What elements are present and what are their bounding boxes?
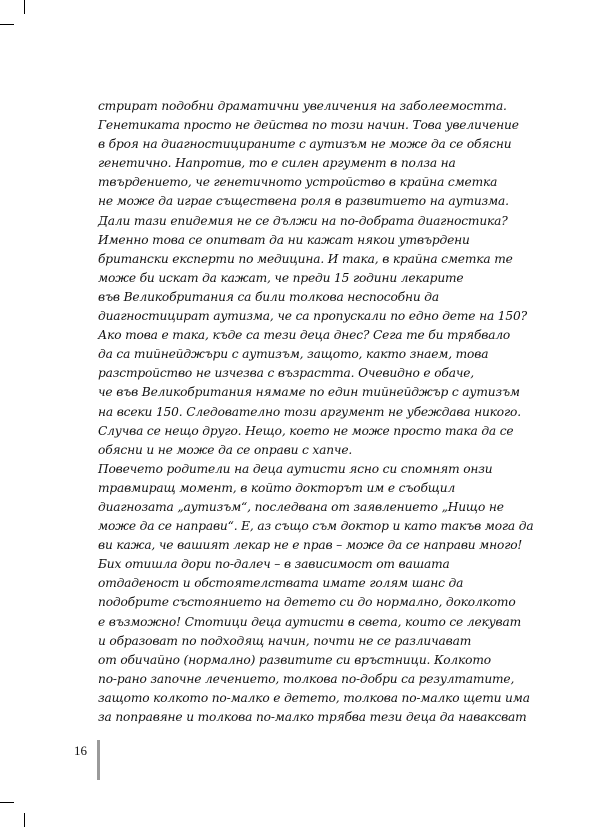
crop-mark-top-left-horizontal [0, 24, 14, 25]
text-line: от обичайно (нормално) развитите си връстници. Колкото [98, 652, 491, 667]
text-line: разстройство не изчезва с възрастта. Очевидно е обаче, [98, 366, 475, 381]
text-line: ви кажа, че вашият лекар не е прав – може да се направи много! [98, 538, 523, 553]
text-line: стрират подобни драматични увеличения на заболеемостта. [98, 99, 507, 113]
text-line: подобрите състоянието на детето си до нормално, доколкото [98, 595, 516, 610]
text-line: Генетиката просто не действа по този начин. Това увеличение [98, 118, 519, 133]
crop-mark-top-left-vertical [24, 0, 25, 14]
text-line: на всеки 150. Следователно този аргумент не убеждава никого. [98, 404, 521, 419]
text-line: диагностицират аутизма, че са пропускали по едно дете на 150? [98, 309, 527, 324]
text-line: за поправяне и толкова по-малко трябва тези деца да наваксват [98, 710, 527, 724]
text-line: Повечето родители на деца аутисти ясно си спомнят онзи [98, 461, 493, 476]
text-line: британски експерти по медицина. И така, в крайна сметка те [98, 251, 513, 266]
text-line: е възможно! Стотици деца аутисти в света, които се лекуват [98, 614, 522, 629]
text-line: не може да играе съществена роля в развитието на аутизма. [98, 194, 509, 209]
text-line: генетично. Напротив, то е силен аргумент в полза на [98, 156, 456, 171]
body-text [98, 97, 534, 727]
text-line: Дали тази епидемия не се дължи на по-добрата диагностика? [98, 213, 508, 228]
page-number-rule [97, 740, 100, 780]
text-line: защото колкото по-малко е детето, толкова по-малко щети има [98, 690, 530, 705]
text-line: отдаденост и обстоятелствата имате голям шанс да [98, 576, 464, 591]
crop-mark-bottom-left-vertical [24, 813, 25, 827]
text-line: може би искат да кажат, че преди 15 години лекарите [98, 270, 464, 285]
page-number: 16 [74, 743, 87, 758]
text-line: травмиращ момент, в който докторът им е съобщил [98, 480, 456, 495]
text-line: твърдението, че генетичното устройство в крайна сметка [98, 175, 498, 190]
text-line: в броя на диагностицираните с аутизъм не може да се обясни [98, 137, 512, 152]
text-line: Ако това е така, къде са тези деца днес? Сега те би трябвало [98, 328, 511, 343]
text-line: и образоват по подходящ начин, почти не се различават [98, 633, 472, 648]
text-line: обясни и не може да се оправи с хапче. [98, 442, 353, 457]
text-line: диагнозата „аутизъм“, последвана от заявлението „Нищо не [98, 499, 504, 514]
text-line: Случва се нещо друго. Нещо, което не може просто така да се [98, 423, 514, 438]
text-line: Именно това се опитват да ни кажат някои утвърдени [98, 232, 470, 247]
crop-mark-bottom-left-horizontal [0, 802, 14, 803]
text-line: че във Великобритания нямаме по един тийнейджър с аутизъм [98, 385, 520, 400]
text-line: да са тийнейджъри с аутизъм, защото, както знаем, това [98, 347, 489, 362]
text-line: по-рано започне лечението, толкова по-добри са резултатите, [98, 671, 515, 686]
text-line: Бих отишла дори по-далеч – в зависимост от вашата [98, 557, 450, 572]
text-line: може да се направи“. Е, аз също съм доктор и като такъв мога да [98, 519, 534, 534]
text-line: във Великобритания са били толкова неспособни да [98, 289, 439, 304]
